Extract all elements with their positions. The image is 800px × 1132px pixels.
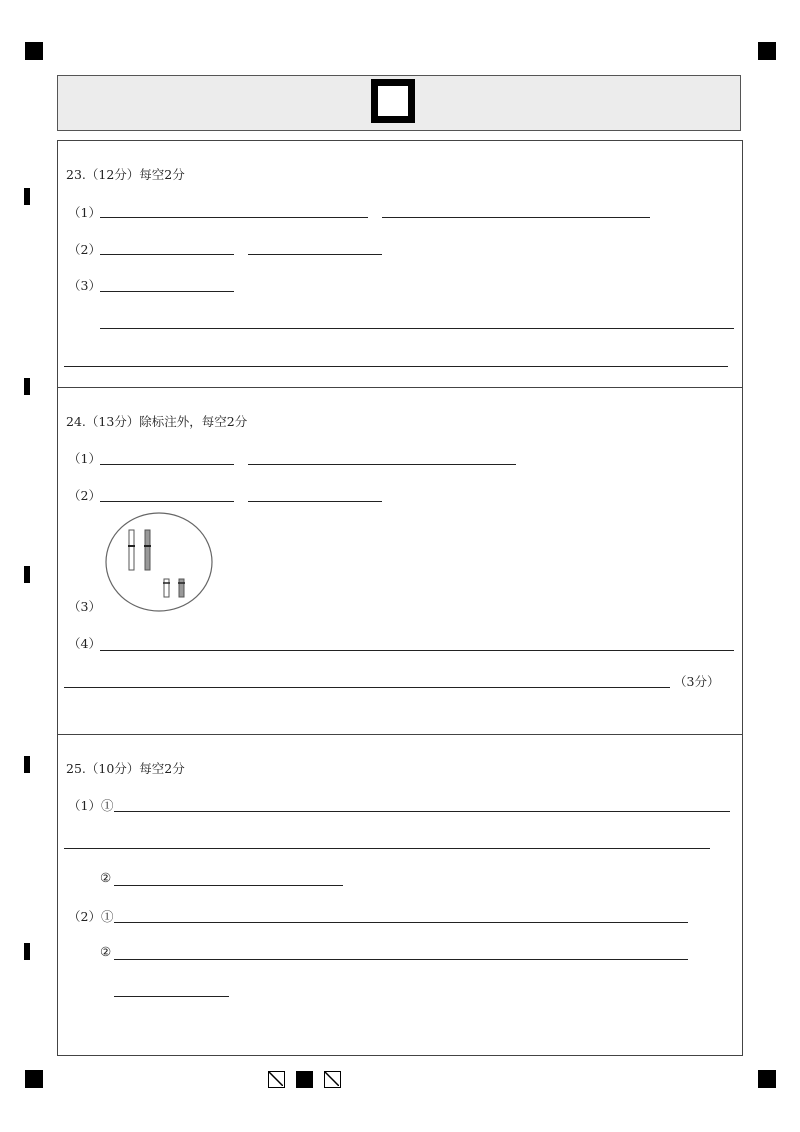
q24-part4-score-note: （3分） [674,674,720,689]
q23-part3-answer-line-a[interactable] [100,291,234,292]
q23-part2-label: （2） [68,242,101,257]
q24-part1-label: （1） [68,451,101,466]
filled-square-icon [296,1071,313,1088]
q24-part2-answer-line-b[interactable] [248,501,382,502]
side-mark-1 [24,188,30,205]
q24-part1-answer-line-b[interactable] [248,464,516,465]
side-mark-2 [24,378,30,395]
q24-part4-label: （4） [68,636,101,651]
q25-part1-sub2-label: ② [100,870,112,885]
q23-part2-answer-line-a[interactable] [100,254,234,255]
q25-part2-sub2-answer-line-a[interactable] [114,959,688,960]
q23-part3-answer-line-c[interactable] [64,366,728,367]
q24-part1-answer-line-a[interactable] [100,464,234,465]
q24-part4-answer-line-b[interactable] [64,687,670,688]
q24-part4-answer-line-a[interactable] [100,650,734,651]
question-23-section [57,140,743,388]
side-mark-3 [24,566,30,583]
question-25-title: 25.（10分）每空2分 [66,761,185,776]
side-mark-4 [24,756,30,773]
q25-part1-sub2-answer-line[interactable] [114,885,343,886]
q25-part2-sub2-answer-line-b[interactable] [114,996,229,997]
q24-part2-answer-line-a[interactable] [100,501,234,502]
corner-mark-bottom-left [25,1070,43,1088]
q23-part1-label: （1） [68,205,101,220]
q25-part1-sub1-answer-line-a[interactable] [114,811,730,812]
slashed-square-icon [324,1071,341,1088]
question-25-section [57,734,743,1056]
question-24-title: 24.（13分）除标注外，每空2分 [66,414,248,429]
q25-part1-sub1-label: （1）① [68,798,114,813]
q23-part1-answer-line-b[interactable] [382,217,650,218]
header-band [57,75,741,131]
hollow-square-icon [371,79,415,123]
corner-mark-top-left [25,42,43,60]
q23-part3-label: （3） [68,278,101,293]
q24-part3-label: （3） [68,599,101,614]
corner-mark-top-right [758,42,776,60]
q23-part1-answer-line-a[interactable] [100,217,368,218]
q25-part2-sub1-answer-line[interactable] [114,922,688,923]
question-23-title: 23.（12分）每空2分 [66,167,185,182]
q25-part1-sub1-answer-line-b[interactable] [64,848,710,849]
q25-part2-sub2-label: ② [100,944,112,959]
side-mark-5 [24,943,30,960]
corner-mark-bottom-right [758,1070,776,1088]
chromosome-cell-diagram [104,512,214,616]
q23-part3-answer-line-b[interactable] [100,328,734,329]
q24-part2-label: （2） [68,488,101,503]
q25-part2-sub1-label: （2）① [68,909,114,924]
question-24-section [57,387,743,735]
slashed-square-icon [268,1071,285,1088]
q23-part2-answer-line-b[interactable] [248,254,382,255]
